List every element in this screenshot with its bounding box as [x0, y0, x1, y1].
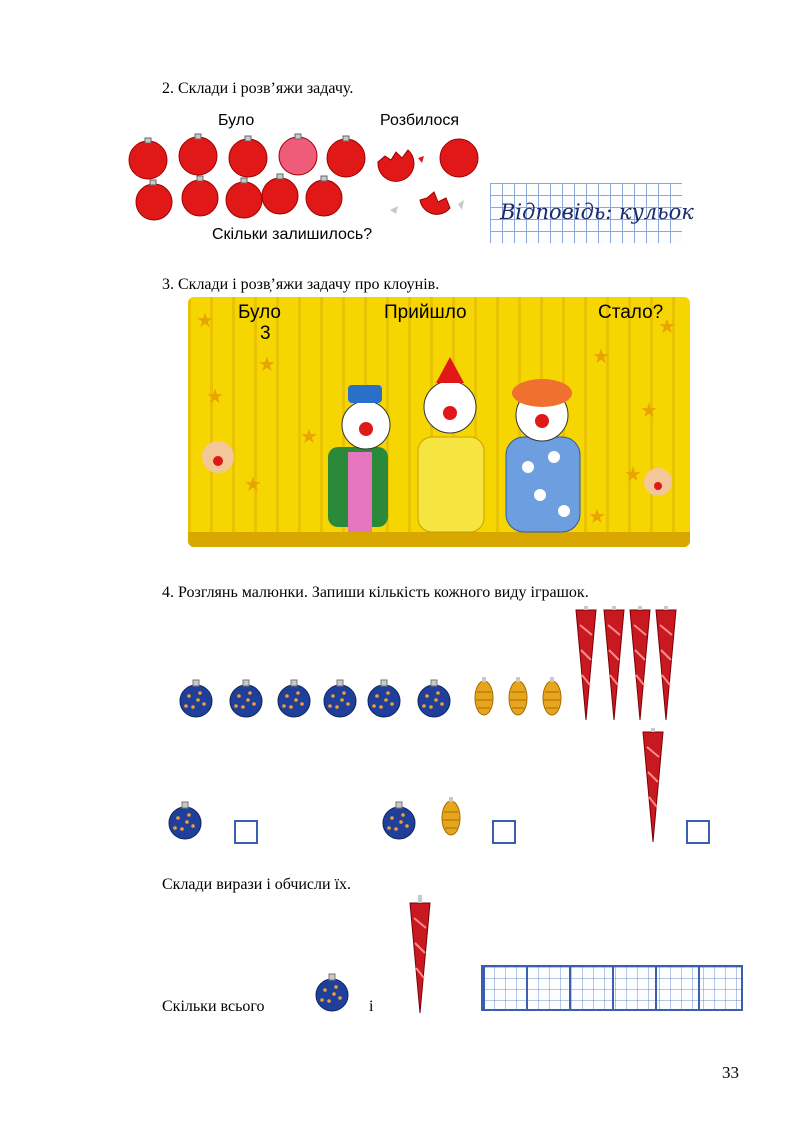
- clown-stage-illustration: [188, 297, 690, 547]
- icicle-count-box[interactable]: [686, 820, 710, 844]
- blue-ball-icon: [368, 680, 400, 717]
- red-icicle-icon: [643, 728, 663, 842]
- label-question: Скільки залишилось?: [212, 226, 373, 243]
- task-4-title: 4. Розглянь малюнки. Запиши кількість кожного виду іграшок.: [162, 584, 589, 601]
- star-icon: ★: [640, 400, 658, 422]
- golden-cone-icon: [475, 677, 493, 715]
- ornaments-illustration: [120, 132, 490, 227]
- star-icon: ★: [258, 354, 276, 376]
- golden-cone-icon: [509, 677, 527, 715]
- expression-answer-grid[interactable]: [481, 965, 743, 1011]
- blue-ball-icon: [383, 802, 415, 839]
- label-broke: Розбилося: [380, 112, 460, 129]
- red-icicle-icon: [604, 606, 624, 720]
- toys-row: [170, 606, 690, 726]
- red-icicle-icon: [576, 606, 596, 720]
- star-icon: ★: [658, 316, 676, 338]
- star-icon: ★: [244, 474, 262, 496]
- broken-ornaments: [378, 139, 478, 214]
- label-was: Було: [218, 112, 255, 129]
- blue-ball-icon: [324, 680, 356, 717]
- blue-ball-icon: [418, 680, 450, 717]
- task-2-title: 2. Склади і розв’яжи задачу.: [162, 80, 354, 97]
- star-icon: ★: [300, 426, 318, 448]
- star-icon: ★: [592, 346, 610, 368]
- red-icicle-icon: [630, 606, 650, 720]
- cone-count-box[interactable]: [492, 820, 516, 844]
- blue-ball-count-box[interactable]: [234, 820, 258, 844]
- task-3-title: 3. Склади і розв̦’яжи задачу про клоунів.: [162, 276, 440, 293]
- golden-cone-icon: [442, 797, 460, 835]
- star-icon: ★: [196, 310, 214, 332]
- expressions-title: Склади вирази і обчисли їх.: [162, 876, 352, 893]
- red-icicle-icon: [410, 895, 430, 1013]
- answer-text: Відповідь: кульок: [500, 200, 694, 224]
- label-was: Було: [238, 302, 282, 323]
- expression-question: Скільки всього: [162, 998, 265, 1015]
- golden-cone-icon: [543, 677, 561, 715]
- blue-ball-icon: [230, 680, 262, 717]
- expression-conjunction: і: [369, 998, 374, 1015]
- label-came: Прийшло: [384, 302, 467, 323]
- blue-ball-icon: [278, 680, 310, 717]
- label-was-value: 3: [260, 323, 271, 344]
- page-number: 33: [722, 1063, 739, 1082]
- blue-ball-icon: [180, 680, 212, 717]
- label-became: Стало?: [598, 302, 664, 323]
- blue-ball-icon: [169, 802, 201, 839]
- red-icicle-icon: [656, 606, 676, 720]
- star-icon: ★: [588, 506, 606, 528]
- star-icon: ★: [206, 386, 224, 408]
- star-icon: ★: [624, 464, 642, 486]
- blue-ball-icon: [316, 974, 348, 1011]
